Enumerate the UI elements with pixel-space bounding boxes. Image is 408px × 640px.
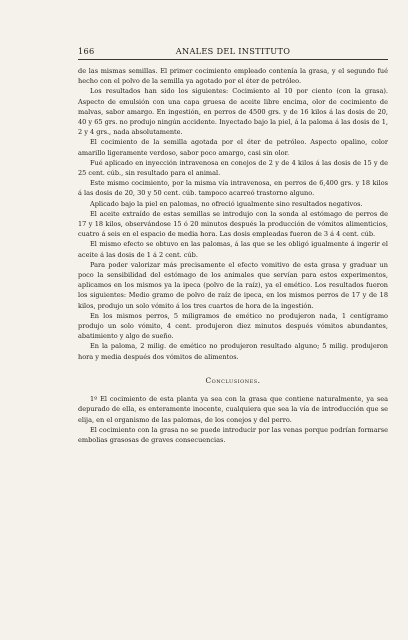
running-header xyxy=(78,46,388,60)
paragraph: Fué aplicado en inyección intravenosa en conejos de 2 y de 4 kilos á las dosis de 15 y de 25 cent. cúb., sin resultado para el animal. xyxy=(78,158,388,178)
paragraph: En la paloma, 2 milig. de emético no produjeron resultado alguno; 5 milig. produjeron hora y media después dos vómitos de alimentos. xyxy=(78,342,388,361)
body-text xyxy=(78,66,388,445)
page-number: 166 xyxy=(78,46,95,56)
paragraph: Los resultados han sido los siguientes: Cocimiento al 10 por ciento (con la grasa). Aspecto de emulsión con una capa gruesa de aceite libre encima, olor de cocimiento de malvas, sabor amargo. En ingestión, en perros de 4500 grs. y de 16 kilos á las dosis de 20, 40 y 65 grs. no produjo ningún accidente. Inyectado bajo la piel, á la paloma á las dosis de 1, 2 y 4 grs., nada absolutamente. xyxy=(78,87,388,137)
paragraph: El mismo efecto se obtuvo en las palomas, á las que se les obligó igualmente á ingerir el aceite á las dosis de 1 á 2 cent. cúb. xyxy=(78,240,388,259)
paragraph: El cocimiento de la semilla agotada por el éter de petróleo. Aspecto opalino, color amarillo ligeramente verdoso, sabor poco amargo, casi sin olor. xyxy=(78,138,388,157)
paragraph: Para poder valorizar más precisamente el efecto vomitivo de esta grasa y graduar un poco la sensibilidad del estómago de los animales que servían para estos experimentos, aplicamos en los mismos ya la ipeca (polvo de la raíz), ya el emético. Los resultados fueron los siguientes: Medio gramo de polvo de raíz de ipeca, en los mismos perros de 17 y de 18 kilos, produjo un solo vómito á los tres cuartos de hora de la ingestión. xyxy=(78,260,388,310)
paragraph: En los mismos perros, 5 miligramos de emético no produjeron nada, 1 centígramo produjo un solo vómito, 4 cent. produjeron diez minutos después vómitos abundantes, abatimiento y algo de sueño. xyxy=(78,311,388,341)
conclusion-paragraph: 1º El cocimiento de esta planta ya sea con la grasa que contiene naturalmente, ya sea depurado de ella, es enteramente inocente, cualquiera que sea la vía de introducción que se elija, en el organismo de las palomas, de los conejos y del perro. xyxy=(78,395,388,424)
paragraph: El aceite extraído de estas semillas se introdujo con la sonda al estómago de perros de 17 y 18 kilos, observándose 15 ó 20 minutos después la producción de vómitos alimenticios, cuatro á seis en el espacio de media hora. Las dosis empleadas fueron de 3 á 4 cent. cúb. xyxy=(78,209,388,239)
conclusion-paragraph: El cocimiento con la grasa no se puede introducir por las venas porque podrían formarse embolias grasosas de graves consecuencias. xyxy=(78,425,388,444)
paragraph: Este mismo cocimiento, por la misma vía intravenosa, en perros de 6,400 grs. y 18 kilos á las dosis de 20, 30 y 50 cent. cúb. tampoco acarreó trastorno alguno. xyxy=(78,179,388,198)
paragraph: Aplicado bajo la piel en palomas, no ofreció igualmente sino resultados negativos. xyxy=(90,199,363,208)
journal-title: ANALES DEL INSTITUTO xyxy=(175,46,291,56)
paragraph: de las mismas semillas. El primer cocimiento empleado contenía la grasa, y el segundo fué hecho con el polvo de la semilla ya agotado por el éter de petróleo. xyxy=(78,67,388,86)
conclusions-heading: Conclusiones. xyxy=(205,375,261,385)
